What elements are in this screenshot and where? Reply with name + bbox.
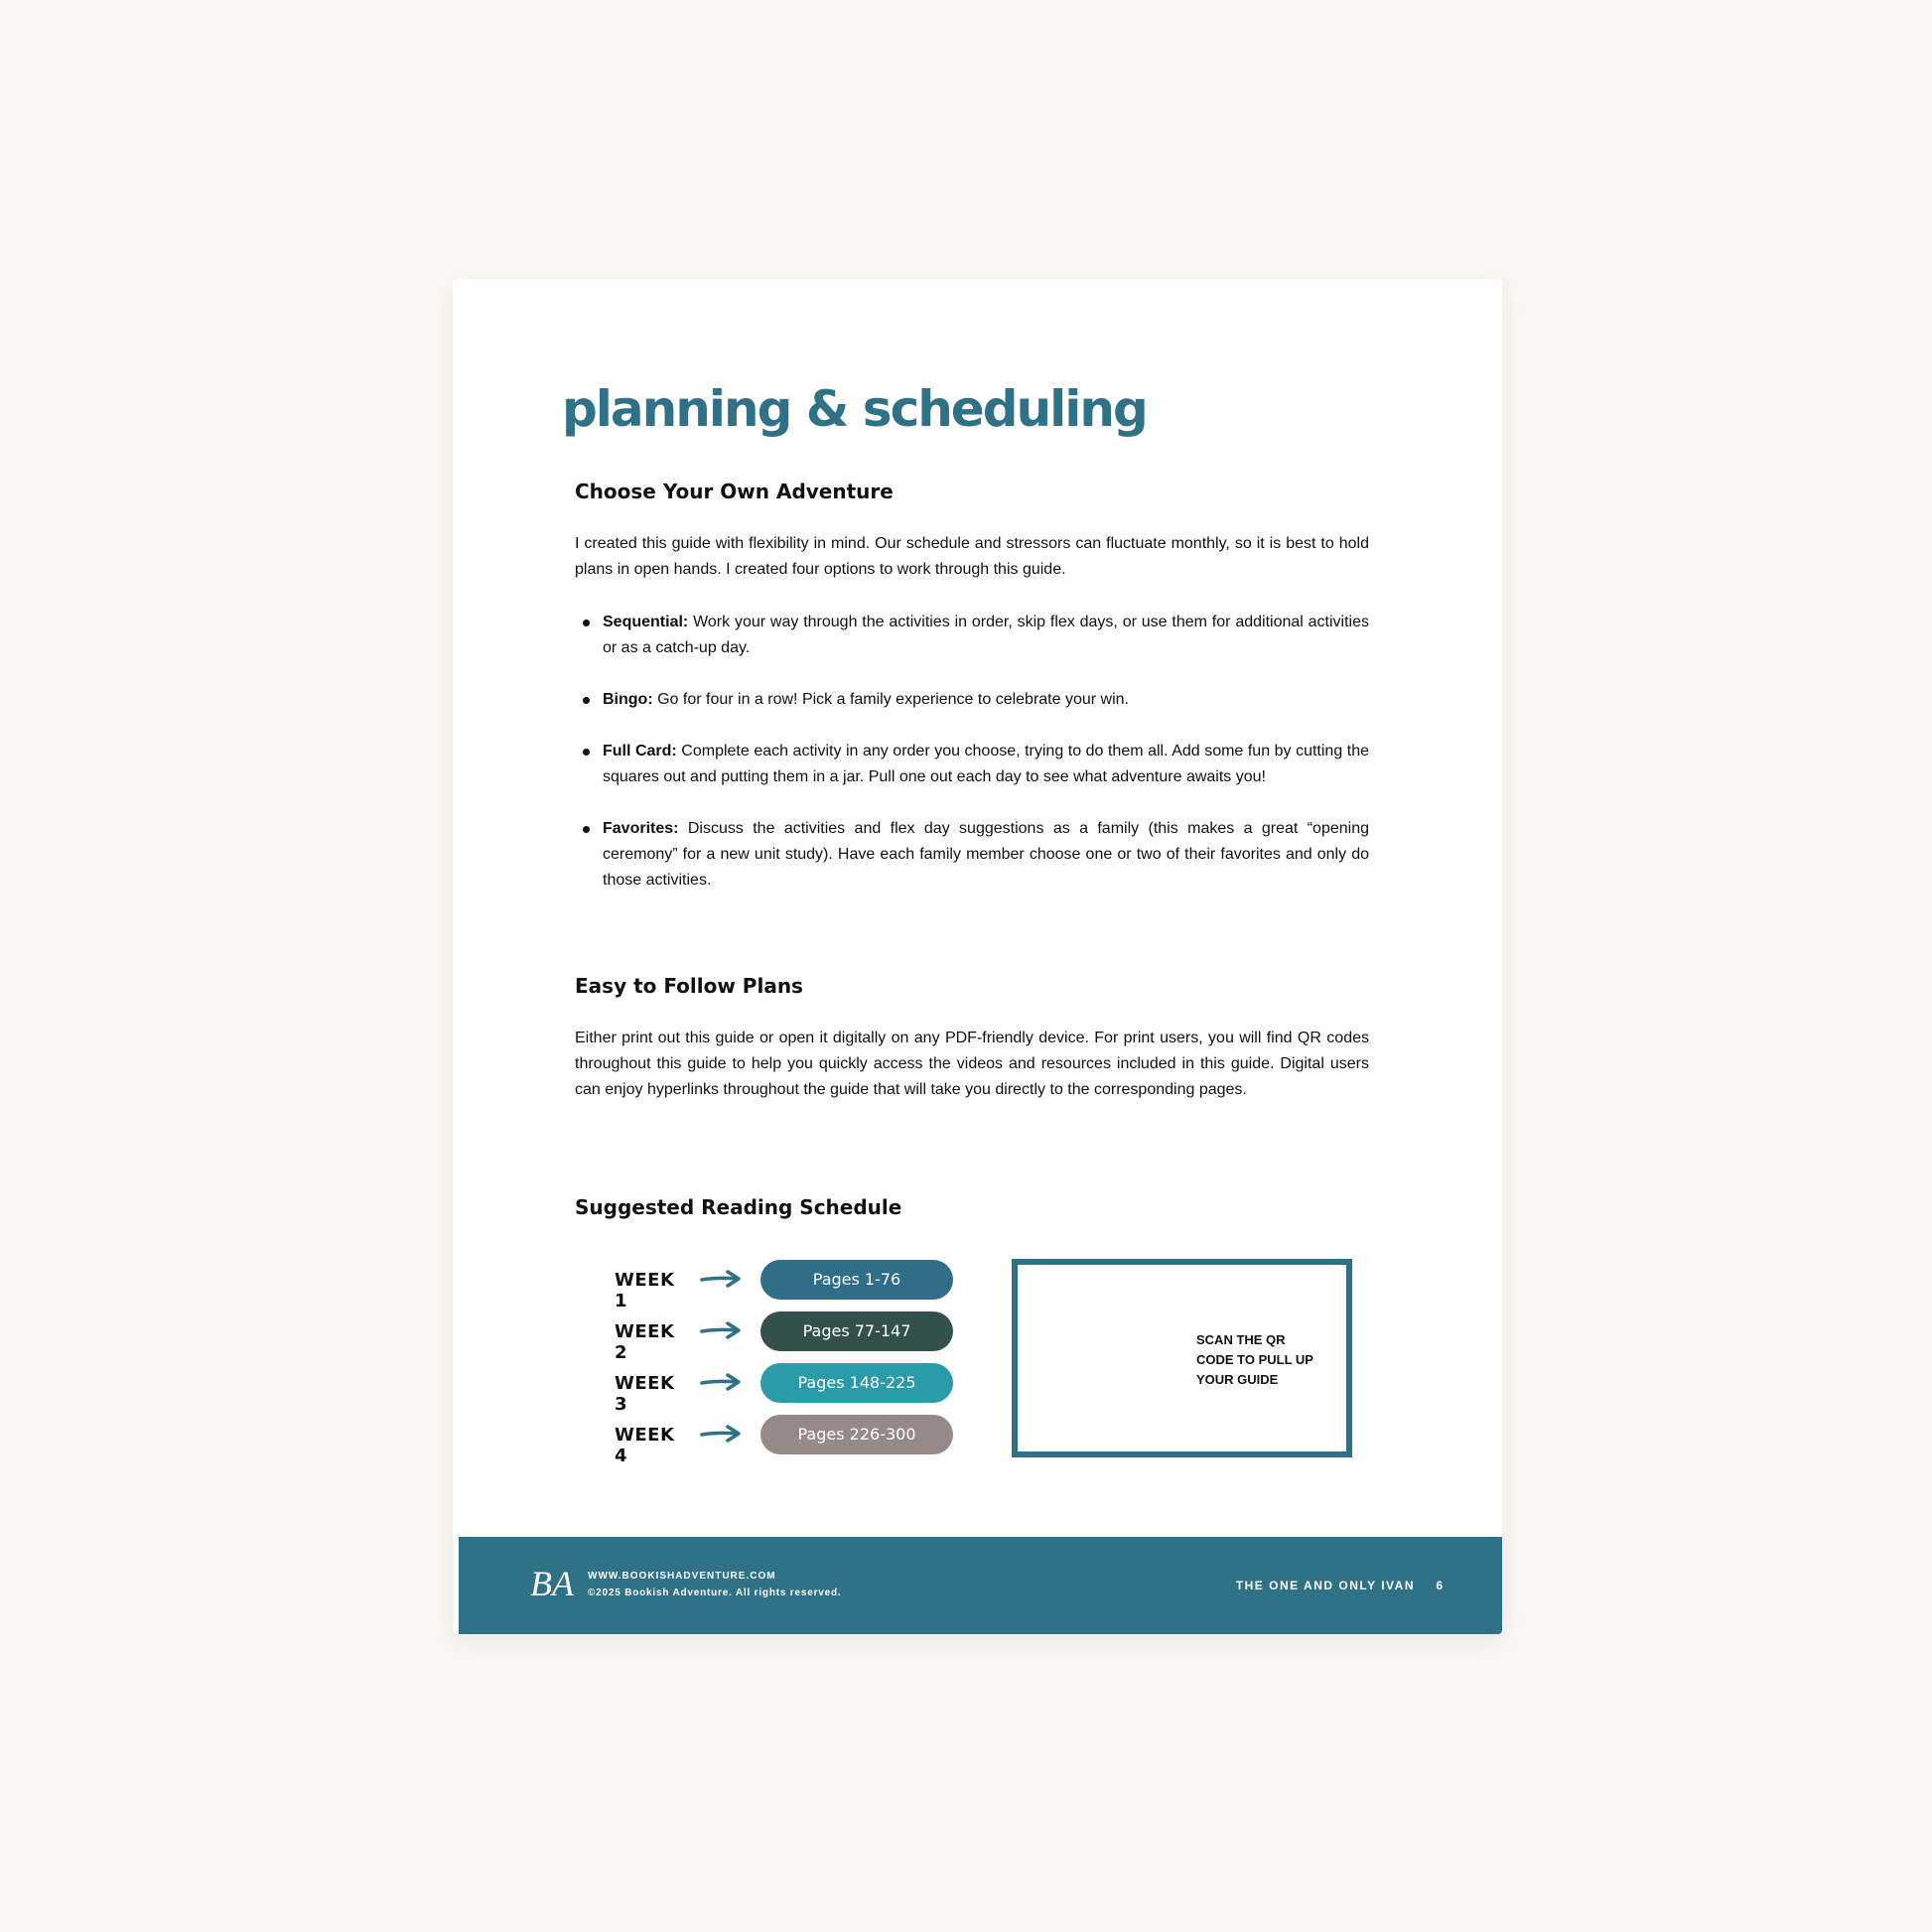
section-heading-schedule: Suggested Reading Schedule — [575, 1195, 902, 1219]
copyright-text: ©2025 Bookish Adventure. All rights reserved. — [588, 1587, 842, 1598]
bullet-dot — [583, 620, 590, 626]
option-label: Sequential: — [603, 614, 689, 630]
brand-logo: BA — [530, 1564, 574, 1603]
arrow-right-icon — [700, 1425, 742, 1443]
arrow-right-icon — [700, 1373, 742, 1391]
option-label: Full Card: — [603, 743, 677, 759]
arrow-right-icon — [700, 1321, 742, 1339]
option-text: Discuss the activities and flex day suggestions as a family (this makes a great “opening ceremony” for a new unit study). Have each family member choose one or two of their favorites and only do those activities. — [603, 820, 1369, 889]
bullet-dot — [583, 697, 590, 704]
guide-page — [453, 279, 1502, 1634]
book-title: THE ONE AND ONLY IVAN — [1235, 1579, 1415, 1592]
option-text: Work your way through the activities in order, skip flex days, or use them for additional activities or as a catch-up day. — [603, 614, 1369, 656]
website-link[interactable]: WWW.BOOKISHADVENTURE.COM — [588, 1571, 776, 1582]
intro-paragraph: I created this guide with flexibility in mind. Our schedule and stressors can fluctuate monthly, so it is best to hold plans in open hands. I created four options to work through this guide. — [575, 535, 1369, 578]
pages-pill: Pages 148-225 — [760, 1363, 953, 1403]
option-favorites — [575, 816, 1369, 894]
page-number: 6 — [1436, 1579, 1443, 1592]
option-label: Favorites: — [603, 820, 679, 837]
section-heading-adventure: Choose Your Own Adventure — [575, 480, 894, 503]
week-label: WEEK 1 — [615, 1270, 675, 1311]
option-bingo — [575, 687, 1369, 713]
page-title: planning & scheduling — [562, 380, 1147, 438]
option-sequential — [575, 610, 1369, 661]
bullet-dot — [583, 749, 590, 756]
option-text: Complete each activity in any order you choose, trying to do them all. Add some fun by cutting the squares out and putting them in a jar. Pull one out each day to see what adventure awaits you! — [603, 743, 1369, 785]
qr-instructions: SCAN THE QR CODE TO PULL UP YOUR GUIDE — [1196, 1332, 1313, 1387]
page-footer — [459, 1537, 1502, 1634]
section-heading-plans: Easy to Follow Plans — [575, 974, 803, 998]
qr-code-box[interactable] — [1012, 1259, 1352, 1457]
week-label: WEEK 3 — [615, 1373, 675, 1415]
arrow-right-icon — [700, 1270, 742, 1288]
plans-paragraph: Either print out this guide or open it digitally on any PDF-friendly device. For print users, you will find QR codes throughout this guide to help you quickly access the videos and resources included in this guide. Digital users can enjoy hyperlinks throughout the guide that will take you directly to the corresponding pages. — [575, 1030, 1369, 1098]
option-label: Bingo: — [603, 691, 653, 708]
week-label: WEEK 4 — [615, 1425, 675, 1466]
pages-pill: Pages 1-76 — [760, 1260, 953, 1300]
option-text: Go for four in a row! Pick a family experience to celebrate your win. — [652, 691, 1129, 708]
options-list — [575, 610, 1369, 919]
week-label: WEEK 2 — [615, 1321, 675, 1363]
bullet-dot — [583, 826, 590, 833]
pages-pill: Pages 226-300 — [760, 1415, 953, 1454]
option-full-card — [575, 739, 1369, 790]
pages-pill: Pages 77-147 — [760, 1311, 953, 1351]
